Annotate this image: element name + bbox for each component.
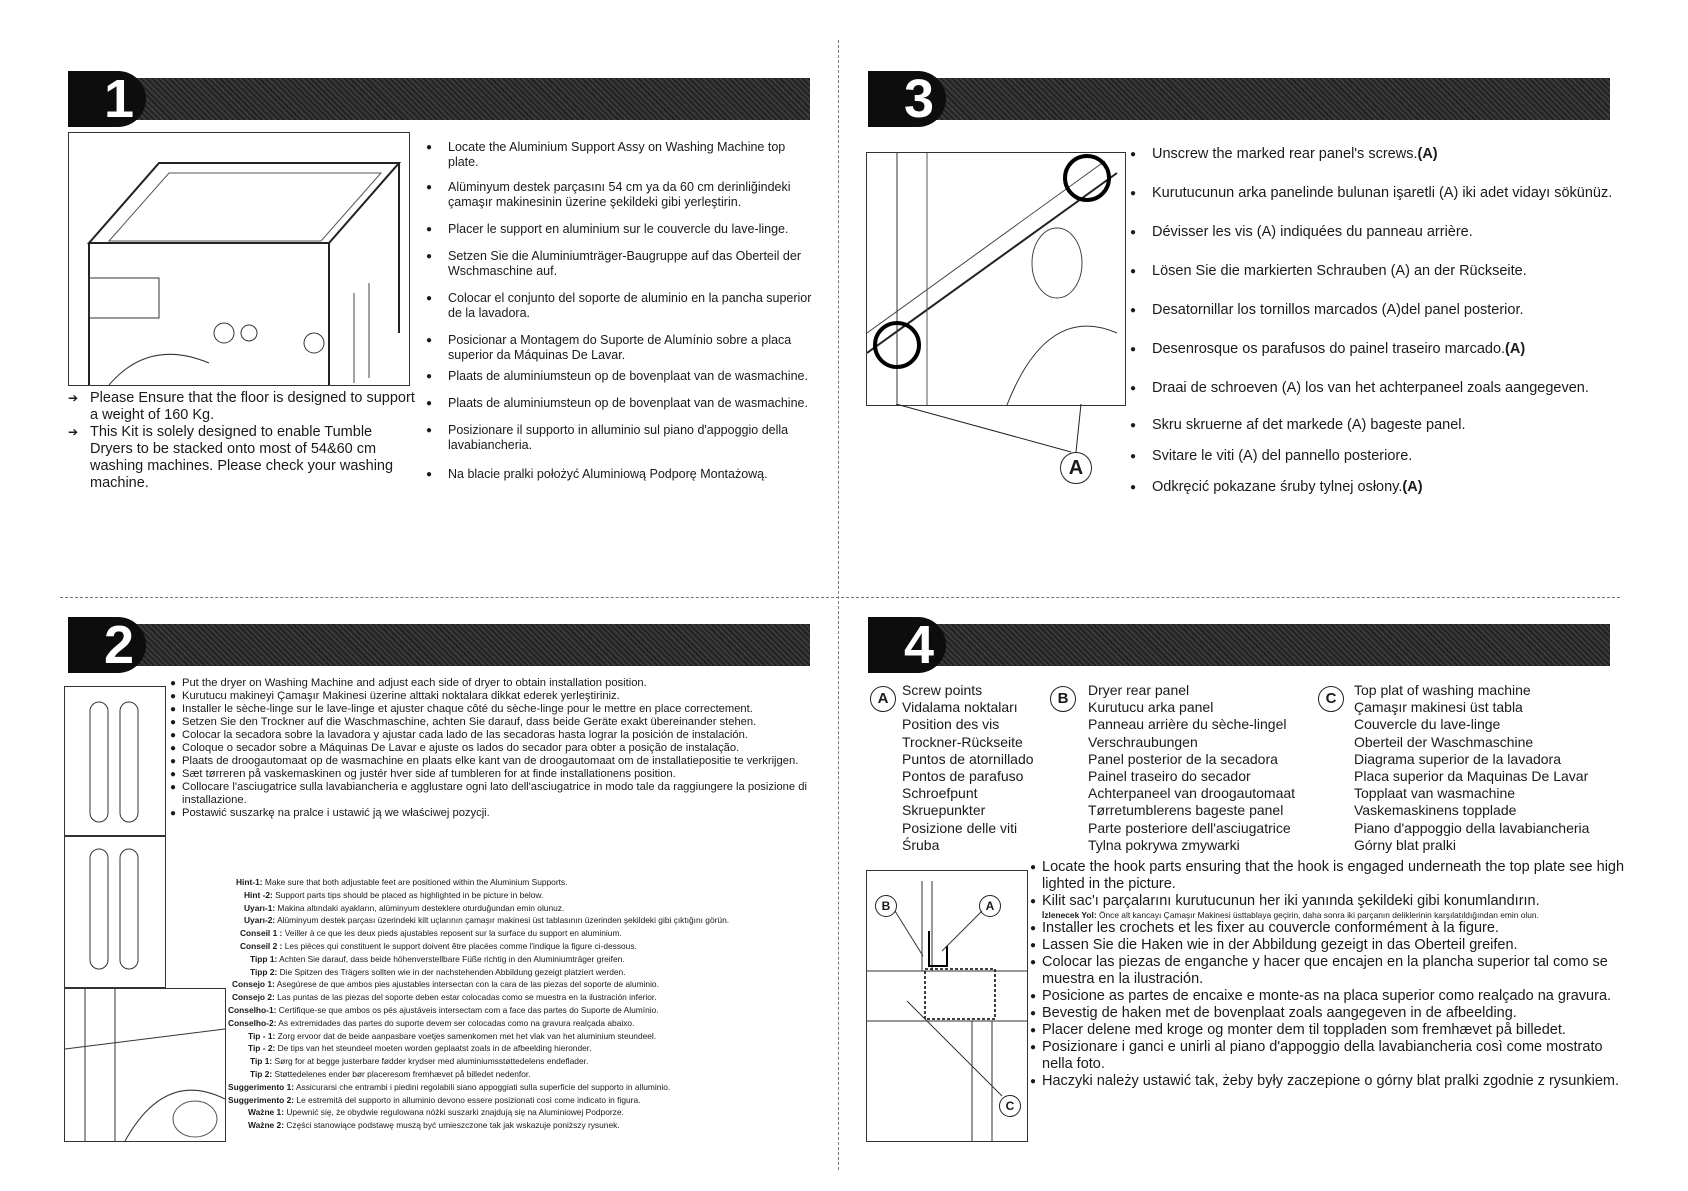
list-item: ● Locate the hook parts ensuring that the hook is engaged underneath the top plate see high lighted in the picture. [1030,859,1630,893]
list-item: ● Placer le support en aluminium sur le couvercle du lave-linge. [426,222,816,237]
legend-item: Vaskemaskinens topplade [1354,802,1517,819]
legend-item: Painel traseiro do secador [1088,768,1251,785]
list-item: ● Setzen Sie die Aluminiumträger-Baugruppe auf das Oberteil der Wschmaschine auf. [426,249,816,279]
list-item: ● Posicionar a Montagem do Suporte de Alumínio sobre a placa superior da Máquinas De Lavar. [426,333,816,363]
hint-line: Conselho-1: Certifique-se que ambos os pés ajustáveis intersectam com a face das partes do Suporte de Alumínio. [228,1004,659,1015]
legend-item: Çamaşır makinesi üst tabla [1354,699,1523,716]
hint-line: Tipp 1: Achten Sie darauf, dass beide höhenverstellbare Füße richtig in den Aluminiumträger greifen. [250,953,625,964]
legend-item: Parte posteriore dell'asciugatrice [1088,819,1291,836]
legend-item: Pontos de parafuso [902,768,1024,785]
list-item: ● Plaats de droogautomaat op de wasmachine en plaats elke kant van de droogautomaat om de installatiepositie te verkrijgen. [170,755,830,768]
legend-item: Tørretumblerens bageste panel [1088,802,1284,819]
legend-item: Achterpaneel van droogautomaat [1088,785,1296,802]
diagram-label-a: A [979,895,1001,917]
legend-item: Skruepunkter [902,802,986,819]
legend-item: Couvercle du lave-linge [1354,716,1501,733]
hint-line: Ważne 2: Części stanowiące podstawę muszą być umieszczone tak jak wskazuje poniższy rysunek. [248,1120,620,1131]
list-item: ● Plaats de aluminiumsteun op de bovenplaat van de wasmachine. [426,396,816,411]
legend-item: Topplaat van wasmachine [1354,785,1516,802]
section-4-instructions [1030,859,1630,1090]
hint-line: Tip - 1: Zorg ervoor dat de beide aanpasbare voetjes samenkomen met het vlak van het aluminium steundeel. [248,1030,657,1041]
hint-line: Consejo 2: Las puntas de las piezas del soporte deben estar colocadas como se muestra en la ilustración inferior. [232,992,657,1003]
legend-item: Puntos de atornillado [902,750,1034,767]
legend-marker: A [870,686,896,712]
note-item: ➔ This Kit is solely designed to enable Tumble Dryers to be stacked onto most of 54&60 cm washing machines. Please check your washing machine. [68,424,418,492]
hint-line: Tipp 2: Die Spitzen des Trägers sollten wie in der nachstehenden Abbildung gezeigt platziert werden. [250,966,626,977]
list-item: ● Sæt tørreren på vaskemaskinen og justér hver side af tumbleren for at finde installationens position. [170,768,830,781]
section-2-header-bar [68,624,810,666]
list-item: ● Draai de schroeven (A) los van het achterpaneel zoals aangegeven. [1130,380,1650,397]
legend-marker: C [1318,686,1344,712]
hint-line: Conselho-2: As extremidades das partes do suporte devem ser colocadas como na gravura realçada abaixo. [228,1017,635,1028]
list-item: ● Colocar el conjunto del soporte de aluminio en la pancha superior de la lavadora. [426,291,816,321]
legend-item: Górny blat pralki [1354,836,1456,853]
list-item: ● Posicione as partes de encaixe e monte-as na placa superior como realçado na gravura. [1030,988,1630,1005]
list-item: ● Colocar la secadora sobre la lavadora y ajustar cada lado de las secadoras hasta lograr la posición de instalación. [170,729,830,742]
list-item: ● Collocare l'asciugatrice sulla lavabiancheria e agglustare ogni lato dell'asciugatrice in modo tale da raggiungere la posizione di installazione. [170,781,830,807]
section-2-stacked-illustration [64,988,226,1142]
list-item: ● Installer le sèche-linge sur le lave-linge et ajuster chaque côté du sèche-linge pour le mettre en place correctement. [170,703,830,716]
list-item: ● Dévisser les vis (A) indiquées du panneau arrière. [1130,224,1650,241]
legend-item: Tylna pokrywa zmywarki [1088,836,1240,853]
list-item: ● Placer delene med kroge og monter dem til toppladen som fremhævet på billedet. [1030,1022,1630,1039]
legend-item: Position des vis [902,716,1000,733]
note-item: ➔ Please Ensure that the floor is designed to support a weight of 160 Kg. [68,390,418,424]
legend-item: Screw points [902,682,983,698]
list-item: ● Unscrew the marked rear panel's screws.(A) [1130,146,1650,163]
section-2-dryer-illustration [64,686,166,836]
hint-line: Consejo 1: Asegúrese de que ambos pies ajustables intersectan con la cara de las piezas del soporte de aluminio. [232,979,659,990]
section-1-instructions [426,140,816,482]
list-item: ● Posizionare i ganci e unirli al piano d'appoggio della lavabiancheria così come mostrato nella foto. [1030,1039,1630,1073]
section-4-legend [870,676,1630,856]
legend-item: Panel posterior de la secadora [1088,750,1278,767]
hint-line: Suggerimento 2: Le estremità del supporto in alluminio devono essere posizionati così come indicato in figura. [228,1094,641,1105]
list-item: ● Na blacie pralki położyć Aluminiową Podporę Montażową. [426,467,816,482]
horizontal-fold-line [60,597,1620,598]
legend-item: Top plat of washing machine [1354,682,1531,698]
section-4-hook-diagram [866,870,1028,1142]
list-item: ● Desatornillar los tornillos marcados (A)del panel posterior. [1130,302,1650,319]
legend-item: Śruba [902,836,940,853]
list-item: ● Kilit sac'ı parçalarını kurutucunun her iki yanında şekildeki gibi konumlandırın. [1030,893,1630,910]
hint-line: Tip 1: Sørg for at begge justerbare fødder krydser med aluminiumsstøttedelens endeflader. [250,1056,589,1067]
list-item: ● Plaats de aluminiumsteun op de bovenplaat van de wasmachine. [426,369,816,384]
legend-item: Piano d'appoggio della lavabiancheria [1354,819,1590,836]
hint-line: Uyarı-1: Makina altındaki ayakların, alüminyum desteklere oturduğundan emin olunuz. [244,902,565,913]
hint-line: Hint-1: Make sure that both adjustable feet are positioned within the Aluminium Supports. [236,877,568,887]
list-item: ● Locate the Aluminium Support Assy on Washing Machine top plate. [426,140,816,170]
list-item: ● Lassen Sie die Haken wie in der Abbildung gezeigt in das Oberteil greifen. [1030,937,1630,954]
list-item: ● Installer les crochets et les fixer au couvercle conformément à la figure. [1030,920,1630,937]
section-1-notes [68,390,418,492]
list-item: ● Skru skruerne af det markede (A) bageste panel. [1130,417,1650,434]
section-1-header-bar [68,78,810,120]
legend-item: Vidalama noktaları [902,699,1018,716]
section-3-illustration [866,152,1126,406]
legend-marker: B [1050,686,1076,712]
section-2-instructions [170,677,830,820]
section-2-number: 2 [68,617,146,673]
hint-line: Conseil 1 : Veiller à ce que les deux pieds ajustables reposent sur la surface du support en aluminium. [240,928,622,939]
legend-item: Diagrama superior de la lavadora [1354,750,1561,767]
section-1-illustration [68,132,410,386]
hint-line: Hint -2: Support parts tips should be placed as highlighted in be picture in below. [244,889,544,900]
legend-item: Posizione delle viti [902,819,1018,836]
list-item: ● Postawić suszarkę na pralce i ustawić ją we właściwej pozycji. [170,807,830,820]
legend-items [902,682,1062,854]
vertical-fold-line [838,40,839,1170]
list-item: ● Coloque o secador sobre a Máquinas De Lavar e ajuste os lados do secador para obter a posição de instalação. [170,742,830,755]
legend-item: Placa superior da Maquinas De Lavar [1354,768,1589,785]
list-item: ● Haczyki należy ustawić tak, żeby były zaczepione o górny blat pralki zgodnie z rysunkiem. [1030,1073,1630,1090]
hint-line: Suggerimento 1: Assicurarsi che entrambi i piedini regolabili siano appoggiati sulla superficie del supporto in alluminio. [228,1081,671,1092]
callout-a-marker: A [1060,452,1092,484]
section-3-header-bar [868,78,1610,120]
list-note: İzlenecek Yol: Önce alt kancayı Çamaşır Makinesi üsttablaya geçirin, daha sonra iki parçanın deliklerinin karşılatıldığından emin olun. [1042,910,1539,920]
legend-item: Trockner-Rückseite [902,733,1023,750]
list-item: ● Odkręcić pokazane śruby tylnej osłony.(A) [1130,479,1650,496]
legend-item: Verschraubungen [1088,733,1198,750]
hint-line: Tip 2: Støttedelenes ender bør placeresom fremhævet på billedet nedenfor. [250,1068,531,1079]
section-4-number: 4 [868,617,946,673]
legend-item: Dryer rear panel [1088,682,1190,698]
list-item: ● Put the dryer on Washing Machine and adjust each side of dryer to obtain installation position. [170,677,830,690]
section-1-number: 1 [68,71,146,127]
section-3-instructions [1130,146,1650,496]
hint-line: Ważne 1: Upewnić się, że obydwie regulowana nóżki suszarki znajdują się na Aluminiowej Podporze. [248,1107,624,1118]
legend-item: Oberteil der Waschmaschine [1354,733,1534,750]
section-3-number: 3 [868,71,946,127]
section-2-hints [228,876,828,1132]
diagram-label-c: C [999,1095,1021,1117]
section-2-washer-illustration [64,836,166,988]
list-item: ● Colocar las piezas de enganche y hacer que encajen en la plancha superior tal como se muestra en la ilustración. [1030,954,1630,988]
hint-line: Uyarı-2: Alüminyum destek parçası üzerindeki kilt uçlarının çamaşır makinesi üst tablasının üzerinden şekildeki gibi çıktığını görün. [244,915,730,926]
list-item: ● Bevestig de haken met de bovenplaat zoals aangegeven in de afbeelding. [1030,1005,1630,1022]
legend-items [1088,682,1318,854]
legend-items [1354,682,1624,854]
list-item: ● Posizionare il supporto in alluminio sul piano d'appoggio della lavabiancheria. [426,423,816,453]
list-item: ● Setzen Sie den Trockner auf die Waschmaschine, achten Sie darauf, dass beide Geräte exakt übereinander stehen. [170,716,830,729]
list-item: ● Desenrosque os parafusos do painel traseiro marcado.(A) [1130,341,1650,358]
list-item: ● Svitare le viti (A) del pannello posteriore. [1130,448,1650,465]
list-item: ● Alüminyum destek parçasını 54 cm ya da 60 cm derinliğindeki çamaşır makinesinin üzerine şekildeki gibi yerleştirin. [426,180,816,210]
legend-item: Schroefpunt [902,785,978,802]
legend-item: Panneau arrière du sèche-lingel [1088,716,1287,733]
diagram-label-b: B [875,895,897,917]
list-item: ● Kurutucu makineyi Çamaşır Makinesi üzerine alttaki noktalara dikkat ederek yerleştiriniz. [170,690,830,703]
list-item: ● Lösen Sie die markierten Schrauben (A) an der Rückseite. [1130,263,1650,280]
section-4-header-bar [868,624,1610,666]
list-item: ● Kurutucunun arka panelinde bulunan işaretli (A) iki adet vidayı sökünüz. [1130,185,1650,202]
legend-item: Kurutucu arka panel [1088,699,1214,716]
hint-line: Conseil 2 : Les pièces qui constituent le support doivent être placées comme l'indique la figure ci-dessous. [240,940,637,951]
hint-line: Tip - 2: De tips van het steundeel moeten worden geplaatst zoals in de afbeelding hieronder. [248,1043,592,1054]
